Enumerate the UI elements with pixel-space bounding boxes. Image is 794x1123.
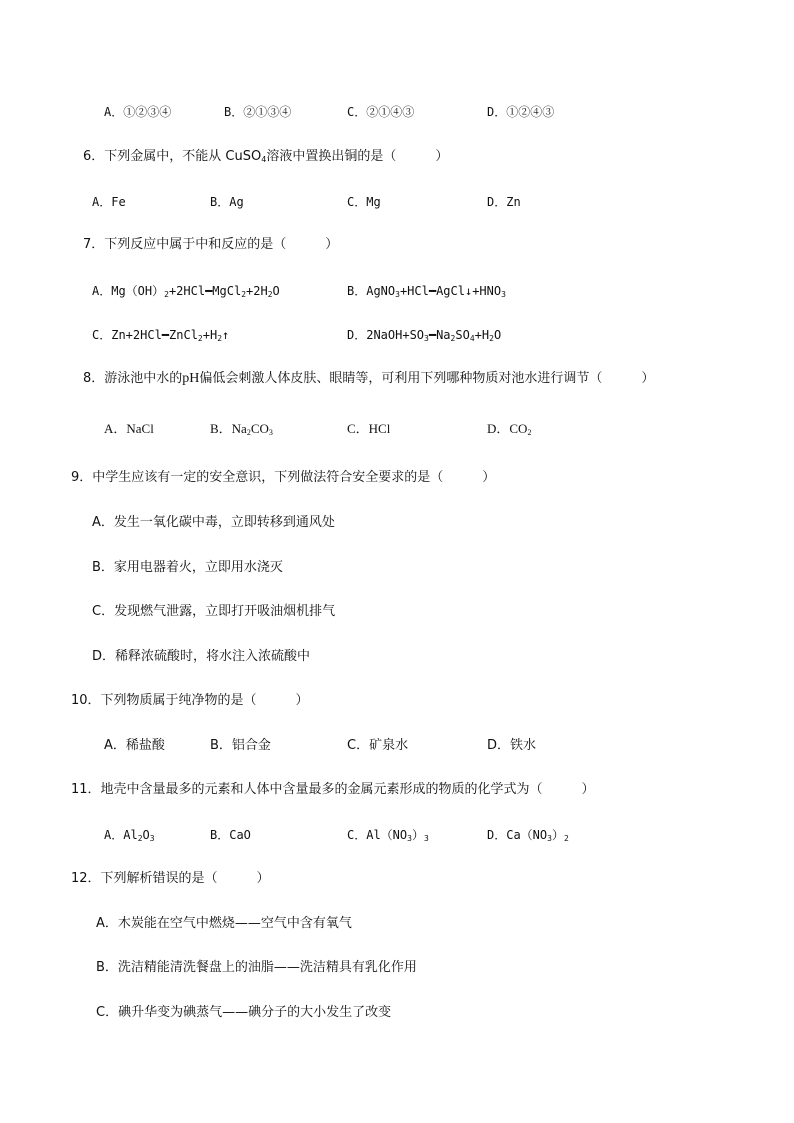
q9-stem: 9．中学生应该有一定的安全意识，下列做法符合安全要求的是（ ） xyxy=(71,470,496,485)
q10-option-a: A．稀盐酸 xyxy=(104,738,165,753)
q6-option-d: D．Zn xyxy=(487,195,521,209)
q5-option-c: C．②①④③ xyxy=(347,105,415,119)
q10-option-b: B．铝合金 xyxy=(210,738,271,753)
q8-option-a: A．NaCl xyxy=(104,421,154,436)
q6-stem: 6．下列金属中，不能从 CuSO$_4$溶液中置换出铜的是（ ） xyxy=(83,149,449,164)
q7-stem: 7．下列反应中属于中和反应的是（ ） xyxy=(83,237,339,252)
q11-option-d: D．$Ca(NO_3)_2$ xyxy=(487,828,569,843)
q5-option-a: A．①②③④ xyxy=(104,105,172,119)
q5-option-d: D．①②④③ xyxy=(487,105,555,119)
q7-option-c: C．$Zn+2HCl━ZnCl_2+H_2↑$ xyxy=(92,328,230,343)
q7-option-d: D．$2NaOH+SO_3━Na_2SO_4+H_2O$ xyxy=(347,328,502,343)
q11-option-c: C．$Al(NO_3)_3$ xyxy=(347,828,429,843)
q7-option-b: B．$AgNO_3+HCl━AgCl↓+HNO_3$ xyxy=(347,284,506,299)
q8-option-b: B．$Na_2CO_3$ xyxy=(210,421,273,437)
q12-option-c: C．碘升华变为碘蒸气——碘分子的大小发生了改变 xyxy=(96,1005,392,1020)
q6-option-a: A．Fe xyxy=(92,195,126,209)
q11-option-b: B．CaO xyxy=(210,828,251,842)
q7-option-a: A．$Mg(OH)_2+2HCl━MgCl_2+2H_2O$ xyxy=(92,284,280,299)
q6-option-c: C．Mg xyxy=(347,195,381,209)
q9-option-b: B．家用电器着火，立即用水浇灭 xyxy=(92,560,283,575)
q6-option-b: B．Ag xyxy=(210,195,244,209)
q9-option-c: C．发现燃气泄露，立即打开吸油烟机排气 xyxy=(92,604,336,619)
q9-option-a: A．发生一氧化碳中毒，立即转移到通风处 xyxy=(92,515,335,530)
q8-stem: 8．游泳池中水的pH偏低会刺激人体皮肤、眼睛等，可利用下列哪种物质对池水进行调节（ ） xyxy=(83,371,655,386)
q12-option-b: B．洗洁精能清洗餐盘上的油脂——洗洁精具有乳化作用 xyxy=(96,960,417,975)
q11-stem: 11．地壳中含量最多的元素和人体中含量最多的金属元素形成的物质的化学式为（ ） xyxy=(71,782,595,797)
q10-stem: 10．下列物质属于纯净物的是（ ） xyxy=(71,693,309,708)
q10-option-d: D．铁水 xyxy=(487,738,537,753)
q9-option-d: D．稀释浓硫酸时，将水注入浓硫酸中 xyxy=(92,649,311,664)
q8-option-c: C．HCl xyxy=(347,421,391,436)
q12-option-a: A．木炭能在空气中燃烧——空气中含有氧气 xyxy=(96,916,352,931)
q8-option-d: D．$CO_2$ xyxy=(487,421,532,437)
q5-option-b: B．②①③④ xyxy=(224,105,292,119)
q10-option-c: C．矿泉水 xyxy=(347,738,409,753)
q12-stem: 12．下列解析错误的是（ ） xyxy=(71,871,270,886)
q11-option-a: A．$Al_2O_3$ xyxy=(104,828,155,843)
